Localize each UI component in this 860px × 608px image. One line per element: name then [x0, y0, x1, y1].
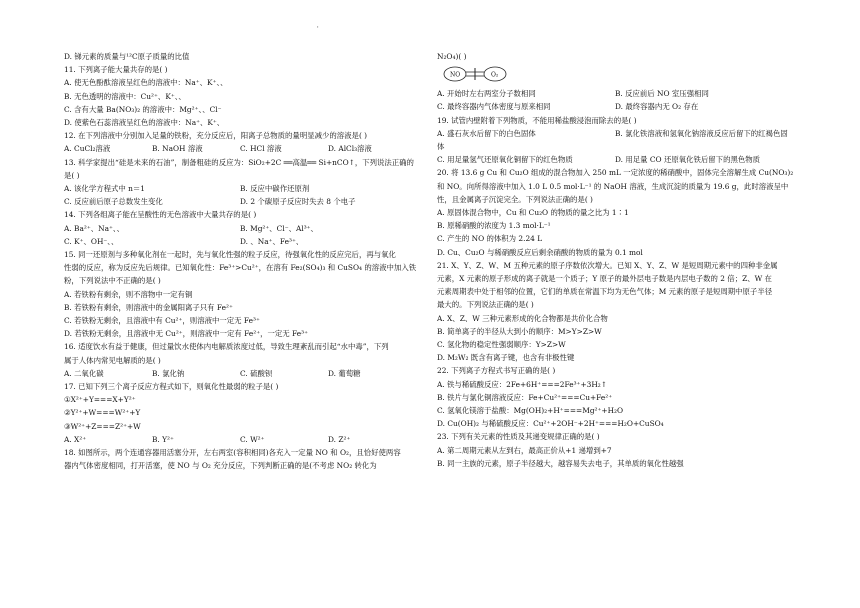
text-line: 17. 已知下列三个离子反应方程式如下，则氧化性最弱的粒子是( ): [64, 382, 279, 392]
answer-option: B. 反应前后 NO 室压强相同: [615, 89, 709, 99]
text-line: A. 第二周期元素从左到右，最高正价从+1 递增到+7: [437, 445, 612, 455]
answer-options: [64, 222, 416, 235]
answer-option: C. K⁺、OH⁻、、: [64, 236, 119, 246]
text-line: 15. 同一还原剂与多种氧化剂在一起时，先与氧化性强的粒子反应，待强氧化性的反应完后，再与氧化: [64, 250, 396, 260]
text-line: 器内气体密度相同，打开活塞，使 NO 与 O₂ 充分反应，下列判断正确的是(不考虑 NO₂ 转化为: [64, 461, 377, 471]
answer-options: [437, 153, 793, 166]
text-line: C. 产生的 NO 的体积为 2.24 L: [437, 234, 543, 244]
text-line: 性弱的反应，称为反应先后规律。已知氧化性：Fe³⁺>Cu²⁺，在溶有 Fe₂(SO₄)₃ 和 CuSO₄ 的溶液中加入铁: [64, 263, 416, 273]
answer-option: B. NaOH 溶液: [152, 144, 203, 154]
answer-option: B. 氯化钠: [152, 368, 185, 378]
text-line: 13. 科学家提出“硅是未来的石油”，制备粗硅的反应为：SiO₂+2C ══高温══ Si+nCO↑，下列说法正确的: [64, 157, 414, 167]
text-line: 属于人体内常见电解质的是( ): [64, 355, 161, 365]
left-column: [64, 50, 416, 473]
text-line: B. 简单离子的半径从大到小的顺序：M>Y>Z>W: [437, 326, 602, 336]
answer-option: A. 该化学方程式中 n＝1: [64, 184, 145, 194]
answer-options: [64, 367, 416, 380]
answer-option: B. Mg²⁺、Cl⁻、Al³⁺、: [240, 223, 318, 233]
text-line: B. 原稀硝酸的浓度为 1.3 mol·L⁻¹: [437, 221, 551, 231]
text-line: ③W²⁺+Z===Z²⁺+W: [64, 421, 141, 431]
answer-option: A. 开始时左右两室分子数相同: [437, 89, 536, 99]
text-line: 14. 下列各组离子能在呈酸性的无色溶液中大量共存的是( ): [64, 210, 257, 220]
answer-option: C. 最终容器内气体密度与原来相同: [437, 102, 551, 112]
answer-options: [64, 142, 416, 155]
text-line: 11. 下列离子能大量共存的是( ): [64, 65, 168, 75]
answer-option: D. AlCl₃溶液: [328, 144, 372, 154]
answer-option: D. 、Na⁺、Fe³⁺、: [240, 236, 304, 246]
text-line: B. 若铁粉有剩余，则溶液中的金属阳离子只有 Fe²⁺: [64, 302, 233, 312]
text-line: C. 若铁粉无剩余，且溶液中有 Cu²⁺，则溶液中一定无 Fe³⁺: [64, 316, 260, 326]
text-line: 23. 下列有关元素的性质及其递变规律正确的是( ): [437, 432, 600, 442]
answer-options: [64, 433, 416, 446]
answer-option: C. W²⁺: [240, 434, 265, 444]
answer-options: [437, 87, 793, 100]
answer-option: D. 最终容器内无 O₂ 存在: [615, 102, 699, 112]
answer-option: A. Ba²⁺、Na⁺、、: [64, 223, 124, 233]
right-column: [437, 50, 793, 470]
answer-option: D. 用足量 CO 还原氧化铁后留下的黑色物质: [615, 155, 761, 165]
answer-option: B. 反应中碳作还原剂: [240, 184, 310, 194]
text-line: 20. 将 13.6 g Cu 和 Cu₂O 组成的混合物加入 250 mL 一定浓度的稀硝酸中，固体完全溶解生成 Cu(NO₃)₂: [437, 168, 793, 178]
text-line: 18. 如图所示，两个连通容器用活塞分开，左右两室(容积相同)各充入一定量 NO 和 O₂，且恰好使两容: [64, 448, 401, 458]
text-line: A. X、Z、W 三种元素形成的化合物都是共价化合物: [437, 313, 608, 323]
text-line: 体: [437, 142, 445, 152]
text-line: C. 氢化物的稳定性强弱顺序：Y>Z>W: [437, 340, 566, 350]
text-line: 19. 试管内壁附着下列物质，不能用稀盐酸浸泡而除去的是( ): [437, 115, 637, 125]
answer-options: [64, 182, 416, 195]
text-line: 粉，下列说法中不正确的是( ): [64, 276, 161, 286]
answer-option: A. 二氧化碳: [64, 368, 104, 378]
left-chamber-label: NO: [450, 71, 461, 79]
text-line: D. 使紫色石蕊溶液呈红色的溶液中：Na⁺、K⁺、: [64, 118, 225, 128]
text-line: D. 锑元素的质量与¹²C原子质量的比值: [64, 52, 190, 61]
answer-option: C. HCl 溶液: [240, 144, 282, 154]
text-line: A. 原固体混合物中，Cu 和 Cu₂O 的物质的量之比为 1∶1: [437, 208, 629, 218]
answer-option: B. Y²⁺: [152, 434, 174, 444]
text-line: B. 同一主族的元素，原子半径越大，越容易失去电子，其单质的氧化性越强: [437, 458, 684, 468]
text-line: ②Y²⁺+W===W²⁺+Y: [64, 408, 141, 418]
text-line: D. Cu(OH)₂ 与稀硫酸反应：Cu²⁺+2OH⁻+2H⁺===H₂O+CuSO₄: [437, 419, 664, 429]
answer-options: [437, 100, 793, 113]
text-line: D. M₂W₂ 既含有离子键，也含有非极性键: [437, 353, 575, 363]
answer-options: [64, 235, 416, 248]
answer-option: A. CuCl₂溶液: [64, 144, 111, 154]
answer-option: B. 氯化铁溶液和氢氧化钠溶液反应后留下的红褐色固: [615, 128, 788, 138]
text-line: B. 铁片与氯化铜溶液反应：Fe+Cu²⁺===Cu+Fe²⁺: [437, 392, 613, 402]
text-line: 21. X、Y、Z、W、M 五种元素的原子序数依次增大。已知 X、Y、Z、W 是短周期元素中的四种非金属: [437, 260, 778, 270]
text-line: N₂O₄)( ): [437, 52, 467, 61]
text-line: 元素周期表中处于相邻的位置，它们的单质在常温下均为无色气体；M 元素的原子是短周期中原子半径: [437, 287, 773, 297]
answer-options: [437, 127, 793, 140]
text-line: 元素，X 元素的原子形成的离子就是一个质子；Y 原子的最外层电子数是内层电子数的 2 倍；Z、W 在: [437, 274, 772, 284]
text-line: 是( ): [64, 170, 80, 180]
answer-option: C. 硫酸钡: [240, 368, 273, 378]
answer-options: [64, 195, 416, 208]
text-line: 22. 下列离子方程式书写正确的是( ): [437, 366, 556, 376]
text-line: A. 使无色酚酞溶液呈红色的溶液中：Na⁺、K⁺、、: [64, 78, 228, 88]
text-line: A. 若铁粉有剩余，则不溶物中一定有铜: [64, 289, 193, 299]
text-line: A. 铁与稀硫酸反应：2Fe+6H⁺===2Fe³⁺+3H₂↑: [437, 379, 607, 389]
text-line: C. 含有大量 Ba(NO₃)₂ 的溶液中：Mg²⁺、、Cl⁻: [64, 104, 222, 114]
answer-option: C. 用足量氢气还原氧化铜留下的红色物质: [437, 155, 573, 165]
text-line: ①X²⁺+Y===X+Y²⁺: [64, 395, 136, 405]
top-mark: ': [317, 26, 319, 33]
container-diagram: [437, 63, 793, 87]
text-line: D. Cu、Cu₂O 与稀硝酸反应后剩余硝酸的物质的量为 0.1 mol: [437, 247, 643, 257]
answer-option: A. 盛石灰水后留下的白色固体: [437, 128, 536, 138]
answer-option: D. 2 个碳原子反应时失去 8 个电子: [240, 197, 356, 207]
text-line: 16. 适度饮水有益于健康，但过量饮水使体内电解质浓度过低，导致生理紊乱而引起“水中毒”，下列: [64, 342, 389, 352]
answer-option: D. Z²⁺: [328, 434, 351, 444]
answer-option: A. X²⁺: [64, 434, 87, 444]
answer-option: C. 反应前后原子总数发生变化: [64, 197, 163, 207]
text-line: D. 若铁粉无剩余，且溶液中无 Cu²⁺，则溶液中一定有 Fe²⁺，一定无 Fe³⁺: [64, 329, 308, 339]
right-chamber-label: O₂: [491, 71, 499, 79]
answer-option: D. 葡萄糖: [328, 368, 361, 378]
text-line: 和 NO。向所得溶液中加入 1.0 L 0.5 mol·L⁻¹ 的 NaOH 溶液，生成沉淀的质量为 19.6 g，此时溶液呈中: [437, 181, 789, 191]
text-line: 最大的。下列说法正确的是( ): [437, 300, 534, 310]
two-chamber-diagram: [441, 65, 511, 83]
text-line: C. 氢氧化镁溶于盐酸：Mg(OH)₂+H⁺===Mg²⁺+H₂O: [437, 406, 624, 416]
text-line: B. 无色透明的溶液中：Cu²⁺、K⁺、、: [64, 91, 186, 101]
text-line: 性，且金属离子沉淀完全。下列说法正确的是( ): [437, 194, 593, 204]
text-line: 12. 在下列溶液中分别加入足量的铁粉，充分反应后，阳离子总物质的量明显减少的溶液是( ): [64, 131, 368, 141]
